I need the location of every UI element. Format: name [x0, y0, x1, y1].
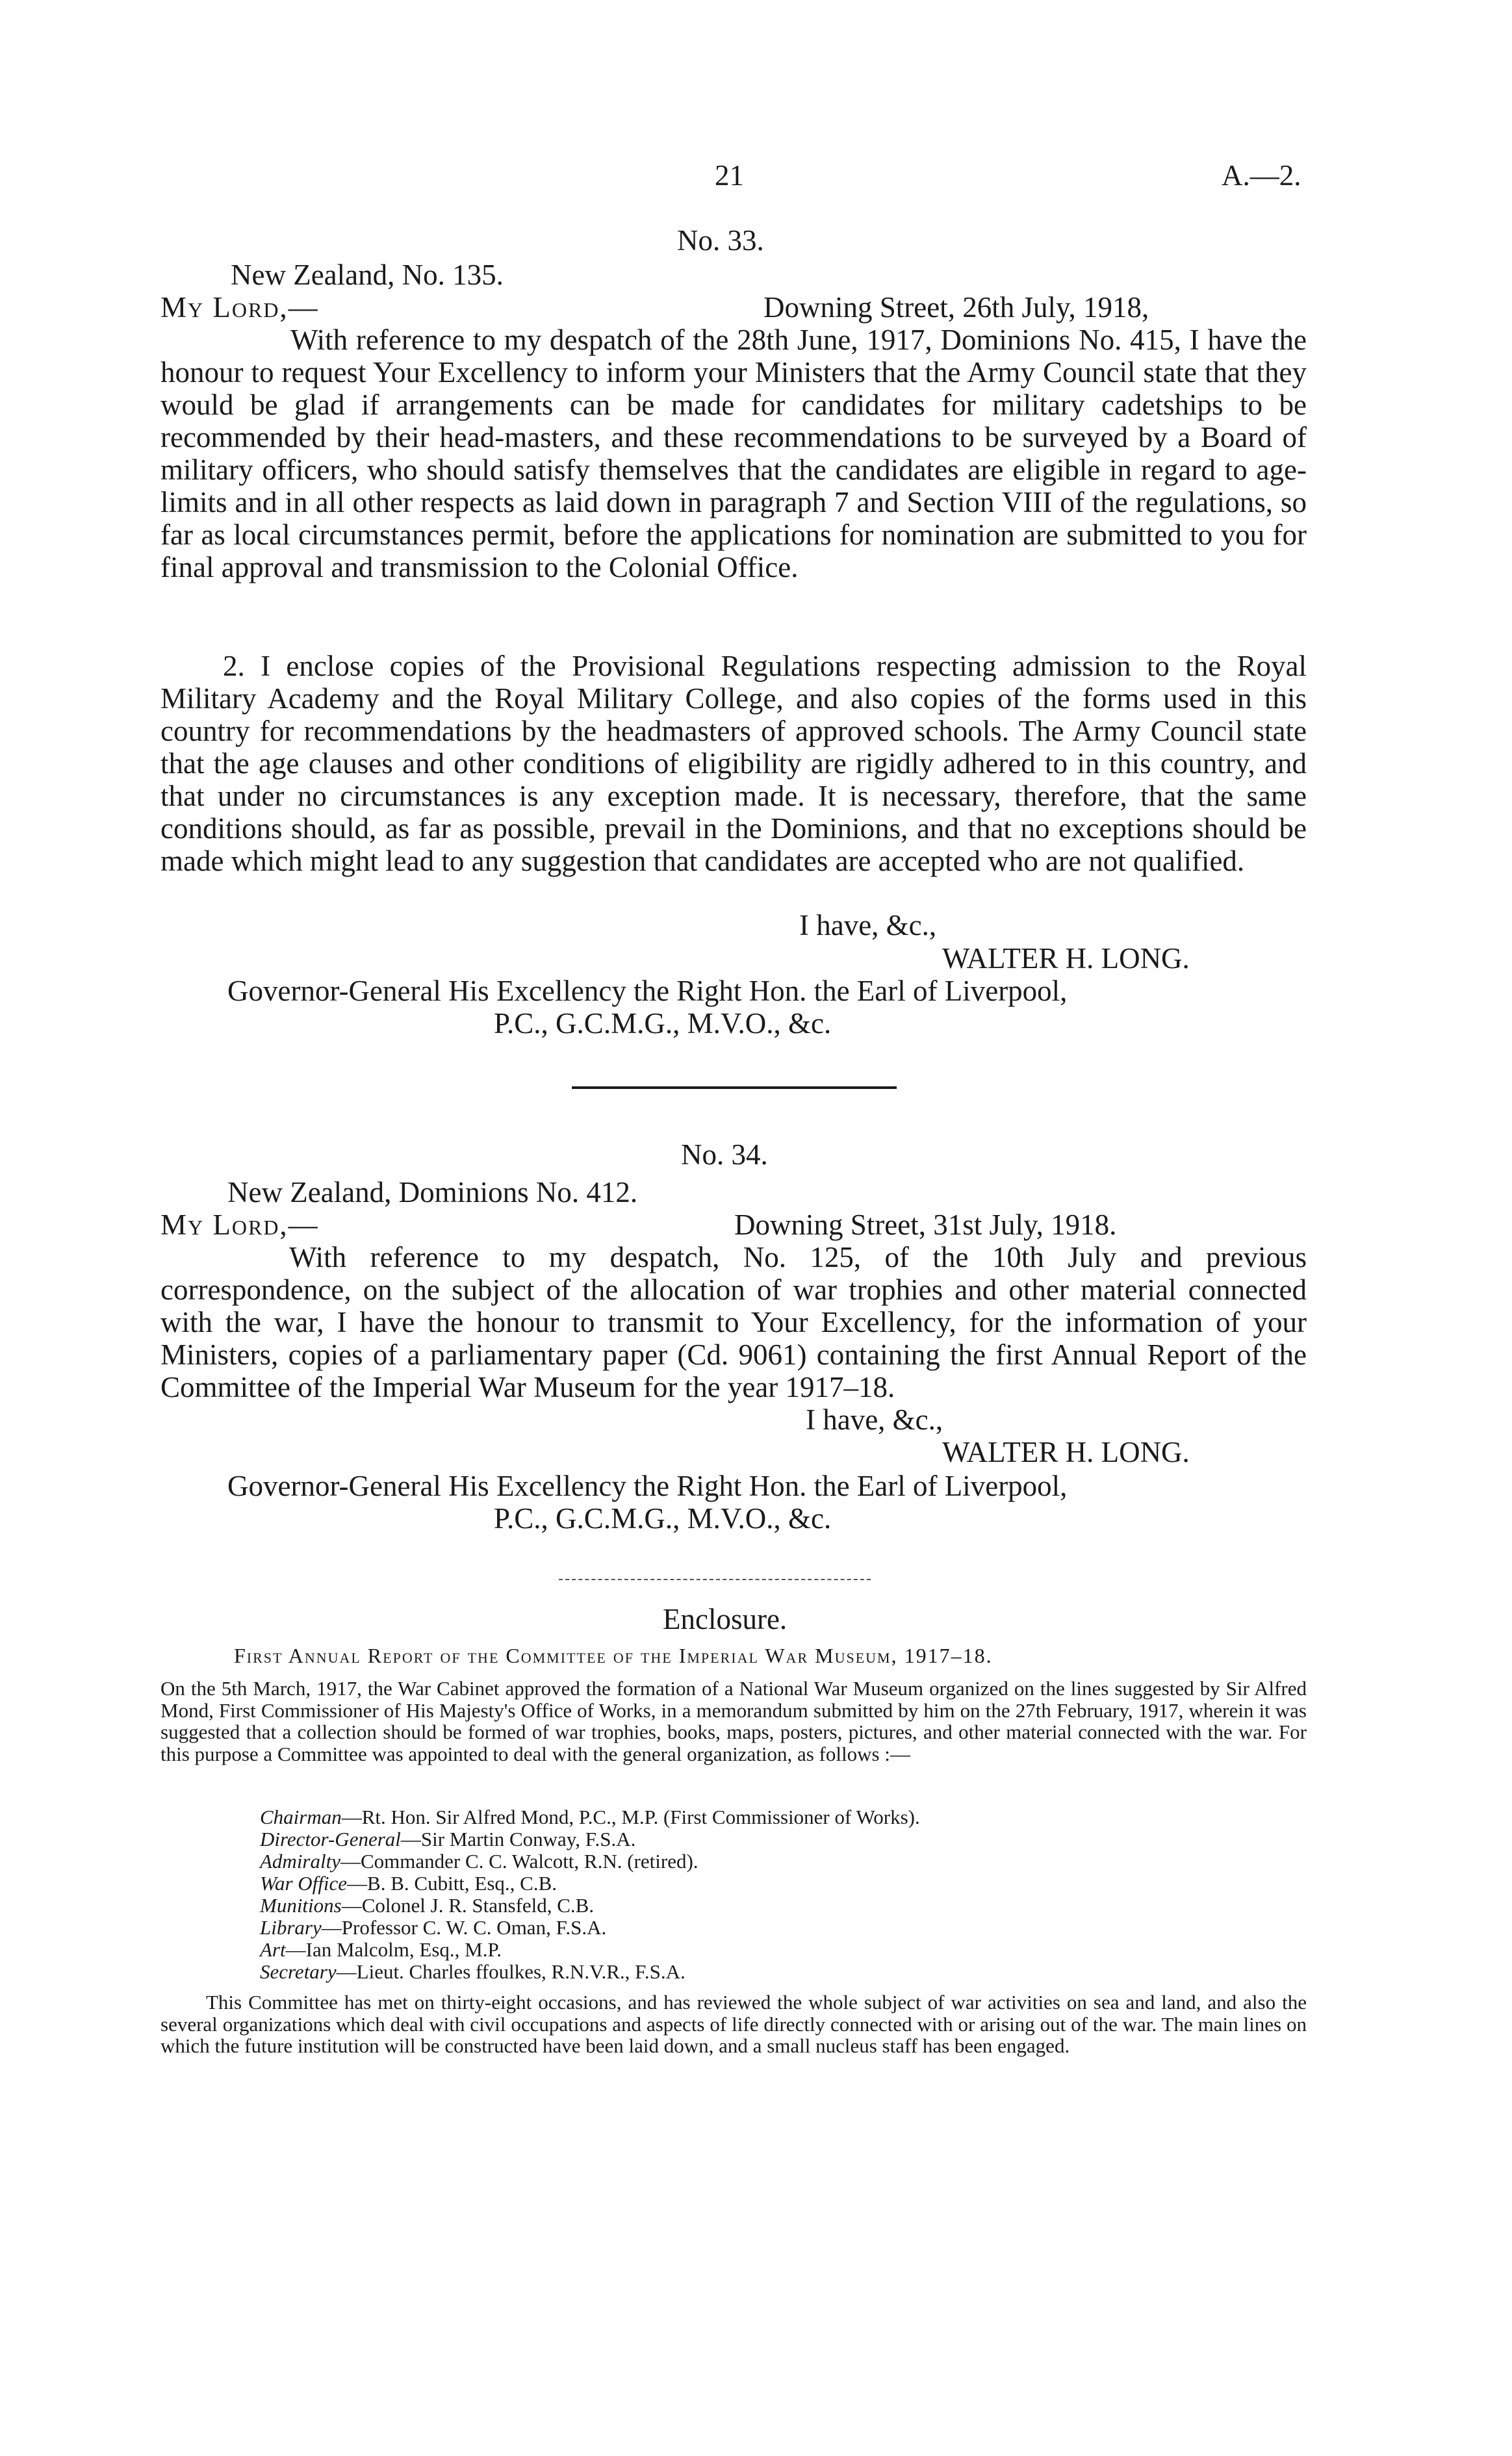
despatch-33-reference: New Zealand, No. 135.: [231, 259, 504, 291]
committee-member-munitions: Munitions—Colonel J. R. Stansfeld, C.B.: [260, 1894, 595, 1917]
despatch-33-addressee-honours: P.C., G.C.M.G., M.V.O., &c.: [494, 1007, 832, 1040]
committee-member-war-office: War Office—B. B. Cubitt, Esq., C.B.: [260, 1872, 557, 1895]
despatch-33-salutation: My Lord,—: [160, 291, 319, 324]
despatch-34-closing: I have, &c.,: [806, 1403, 943, 1436]
committee-member-library: Library—Professor C. W. C. Oman, F.S.A.: [260, 1916, 607, 1939]
despatch-34-addressee-honours: P.C., G.C.M.G., M.V.O., &c.: [494, 1502, 832, 1535]
page-number: 21: [715, 159, 744, 192]
despatch-33-place-date: Downing Street, 26th July, 1918,: [763, 291, 1149, 324]
committee-member-admiralty: Admiralty—Commander C. C. Walcott, R.N. (retired).: [260, 1850, 698, 1873]
series-reference: A.—2.: [1222, 159, 1301, 192]
committee-member-director-general: Director-General—Sir Martin Conway, F.S.A.: [260, 1828, 636, 1850]
despatch-34-salutation: My Lord,—: [160, 1209, 319, 1241]
despatch-34-paragraph-1: With reference to my despatch, No. 125, of the 10th July and previous correspondence, on the subject of the allocation of war trophies and other material connected with the war, I have the honour to transmit to Your Excellency, for the information of your Ministers, copies of a parliamentary paper (Cd. 9061) containing the first Annual Report of the Committee of the Imperial War Museum for the year 1917–18.: [160, 1241, 1307, 1403]
despatch-33-paragraph-1: With reference to my despatch of the 28th June, 1917, Dominions No. 415, I have the honour to request Your Excellency to inform your Ministers that the Army Council state that they would be glad if arrangements can be made for candidates for military cadetships to be recommended by their head-masters, and these recommendations to be surveyed by a Board of military officers, who should satisfy themselves that the candidates are eligible in regard to age-limits and in all other respects as laid down in paragraph 7 and Section VIII of the regulations, so far as local circumstances permit, before the applications for nomination are submitted to you for final approval and transmission to the Colonial Office.: [160, 324, 1307, 583]
committee-member-chairman: Chairman—Rt. Hon. Sir Alfred Mond, P.C., M.P. (First Commissioner of Works).: [260, 1806, 920, 1828]
despatch-34-addressee: Governor-General His Excellency the Right Hon. the Earl of Liverpool,: [227, 1470, 1068, 1502]
despatch-number-34: No. 34.: [681, 1138, 768, 1171]
enclosure-heading: Enclosure.: [663, 1603, 788, 1635]
despatch-34-signature: WALTER H. LONG.: [942, 1436, 1190, 1468]
despatch-34-place-date: Downing Street, 31st July, 1918.: [734, 1209, 1117, 1241]
despatch-34-reference: New Zealand, Dominions No. 412.: [227, 1176, 638, 1209]
committee-member-secretary: Secretary—Lieut. Charles ffoulkes, R.N.V.R., F.S.A.: [260, 1960, 686, 1983]
despatch-33-addressee: Governor-General His Excellency the Right Hon. the Earl of Liverpool,: [227, 975, 1068, 1007]
section-divider: [572, 1086, 897, 1089]
section-divider-thin: [559, 1579, 871, 1580]
despatch-number-33: No. 33.: [677, 224, 764, 257]
report-closing-paragraph: This Committee has met on thirty-eight occasions, and has reviewed the whole subject of war activities on sea and land, and also the several organizations which deal with civil occupations and aspects of life directly connected with or arising out of the war. The main lines on which the future institution will be constructed have been laid down, and a small nucleus staff has been engaged.: [160, 1991, 1307, 2057]
committee-member-art: Art—Ian Malcolm, Esq., M.P.: [260, 1938, 502, 1961]
report-introduction: On the 5th March, 1917, the War Cabinet approved the formation of a National War Museum organized on the lines suggested by Sir Alfred Mond, First Commissioner of His Majesty's Office of Works, in a memorandum submitted by him on the 27th February, 1917, wherein it was suggested that a collection should be formed of war trophies, books, maps, posters, pictures, and other material connected with the war. For this purpose a Committee was appointed to deal with the general organization, as follows :—: [160, 1677, 1307, 1765]
despatch-33-signature: WALTER H. LONG.: [942, 942, 1190, 975]
report-title: First Annual Report of the Committee of the Imperial War Museum, 1917–18.: [234, 1644, 993, 1667]
despatch-33-paragraph-2: 2. I enclose copies of the Provisional Regulations respecting admission to the Royal Military Academy and the Royal Military College, and also copies of the forms used in this country for recommendations by the headmasters of approved schools. The Army Council state that the age clauses and other conditions of eligibility are rigidly adhered to in this country, and that under no circumstances is any exception made. It is necessary, therefore, that the same conditions should, as far as possible, prevail in the Dominions, and that no exceptions should be made which might lead to any suggestion that candidates are accepted who are not qualified.: [160, 650, 1307, 877]
despatch-33-closing: I have, &c.,: [799, 909, 937, 941]
